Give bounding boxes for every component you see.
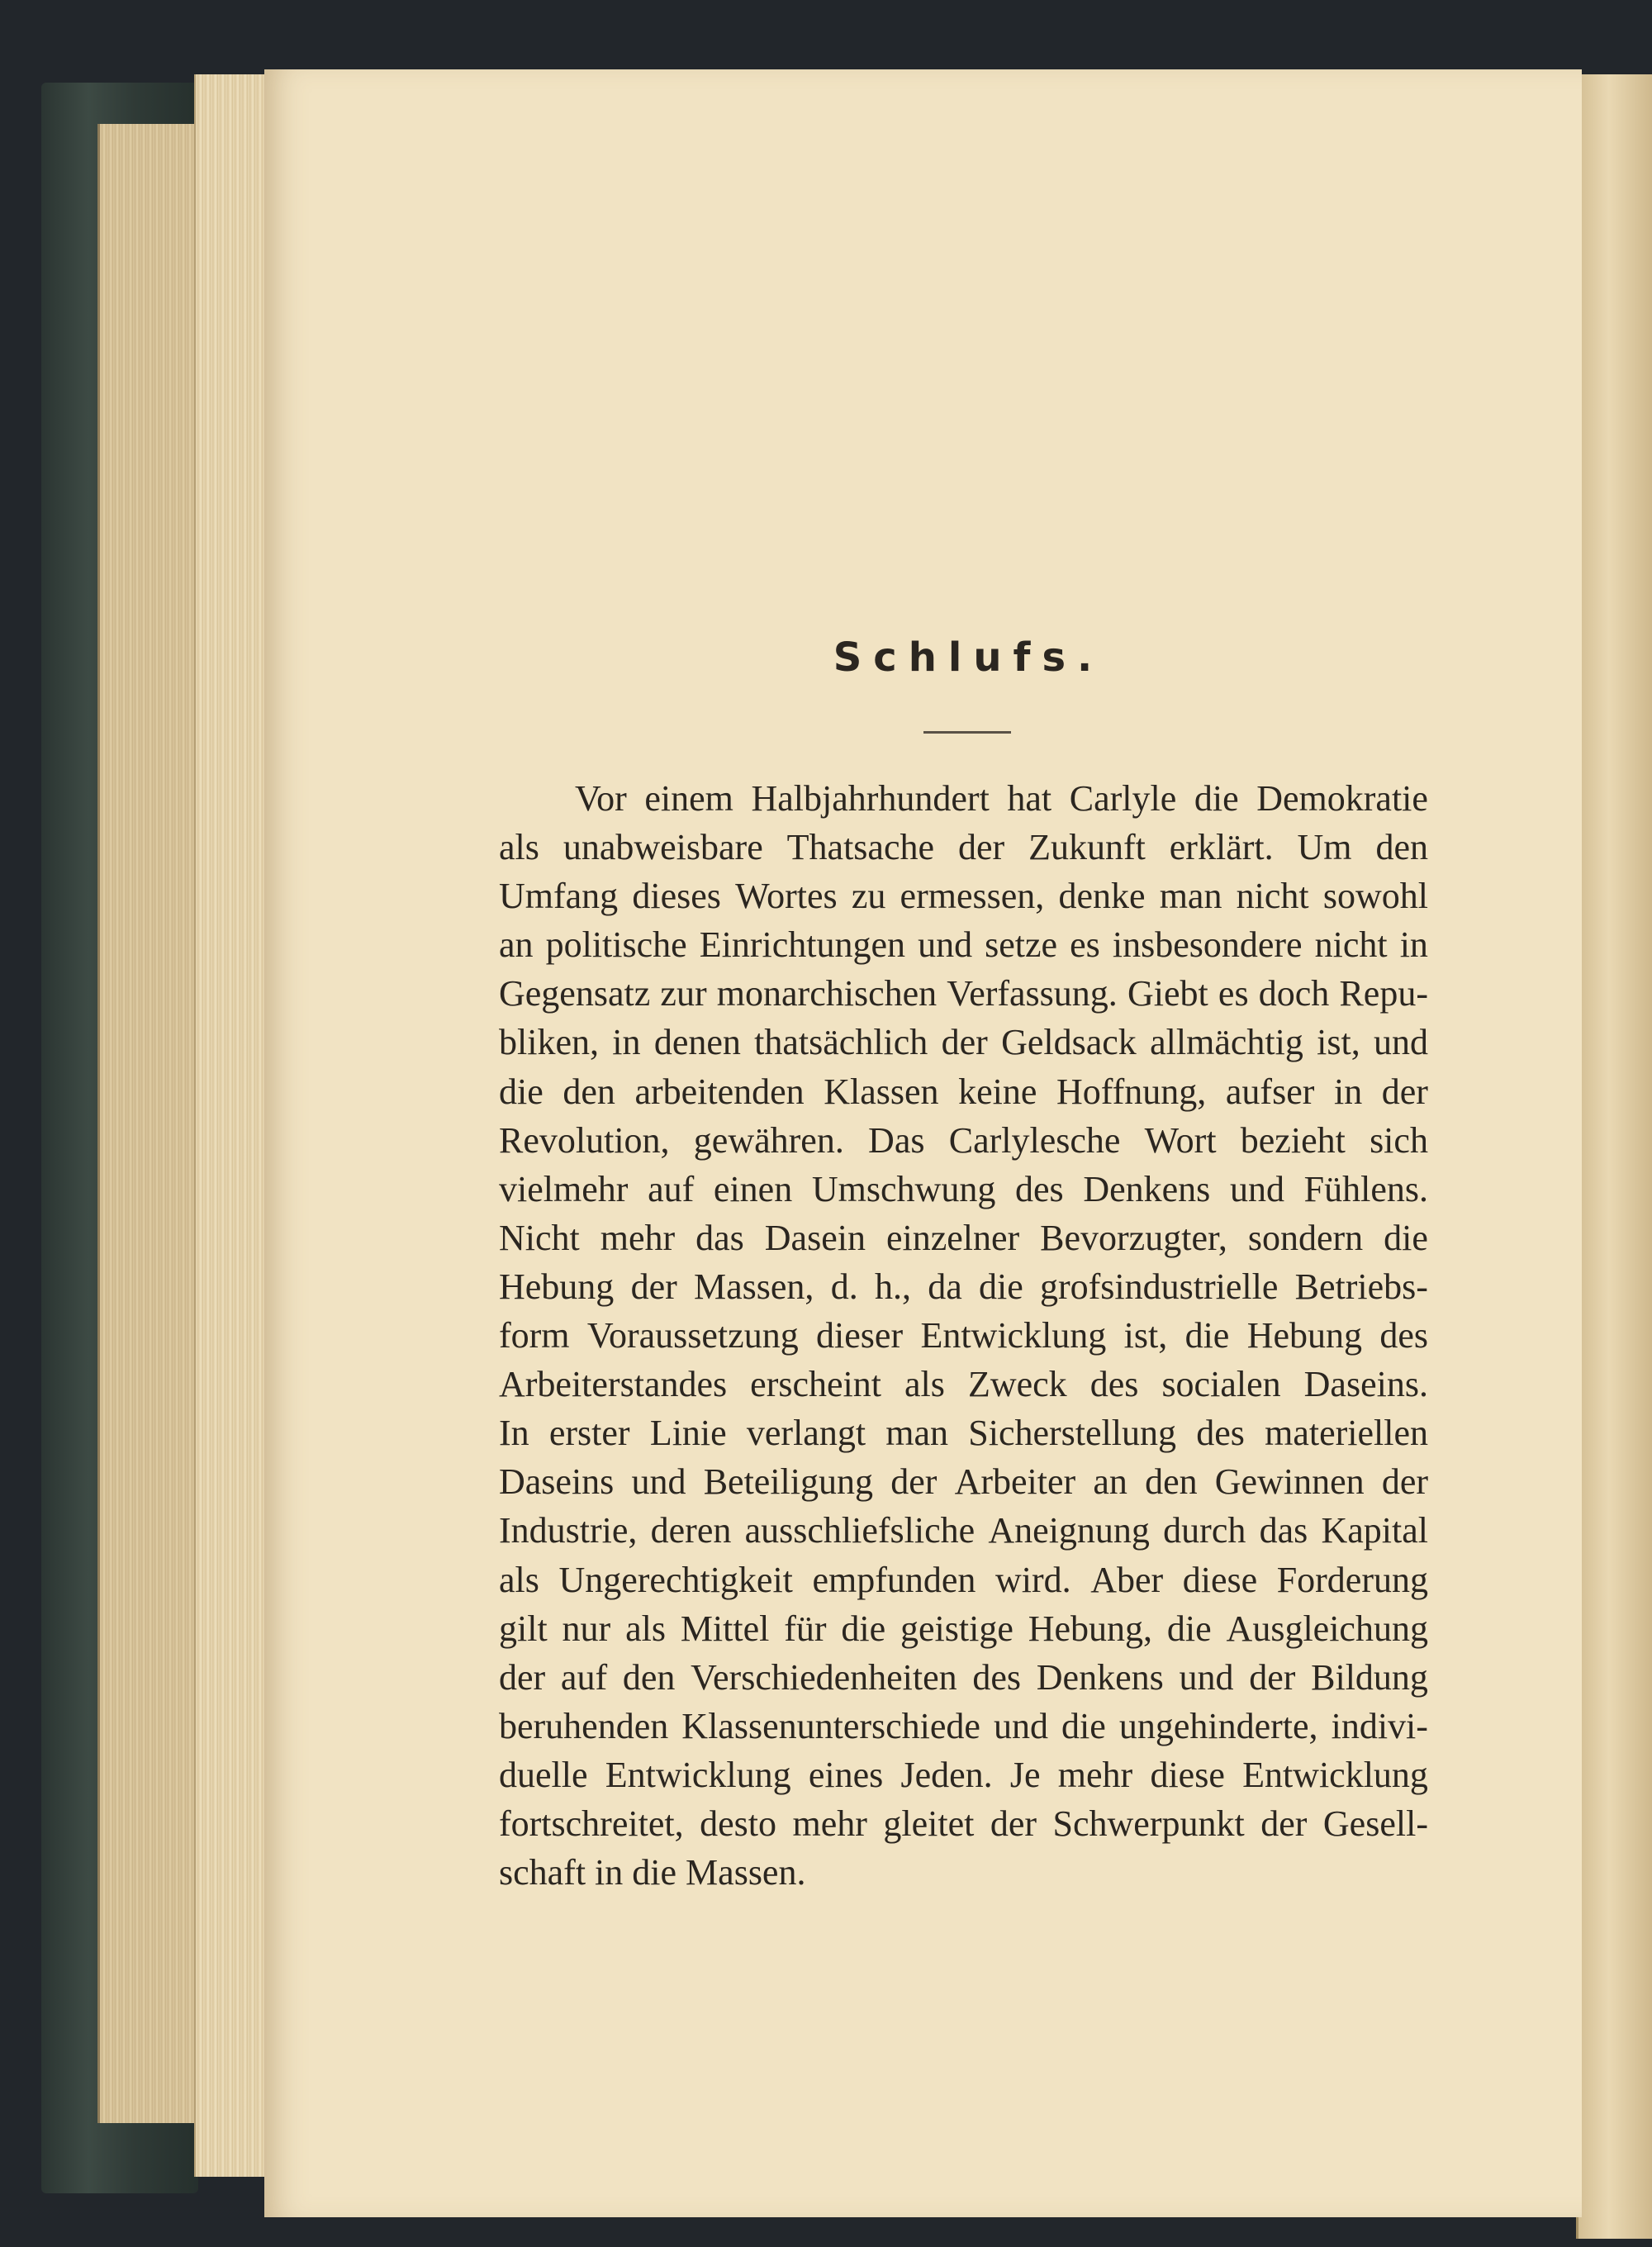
word: bezieht (1240, 1119, 1346, 1161)
word: beruhenden (499, 1705, 669, 1746)
word: und (918, 924, 973, 966)
word: einem (644, 778, 733, 819)
word: man (1159, 876, 1222, 917)
word: und (1179, 1656, 1234, 1698)
word: Schwerpunkt (1052, 1803, 1245, 1844)
word: ist, (1123, 1315, 1168, 1356)
word: Klassen (824, 1071, 939, 1112)
word: Klassenunterschiede (681, 1705, 980, 1746)
word: als (904, 1364, 945, 1405)
word: ungehinderte, (1118, 1705, 1318, 1746)
word: sich (1370, 1119, 1428, 1161)
word: dieses (632, 876, 721, 917)
word: Fühlens. (1303, 1168, 1428, 1209)
word: Carlylesche (948, 1119, 1121, 1161)
word: der (957, 827, 1005, 868)
word: auf (560, 1656, 608, 1698)
word: Je (1009, 1754, 1041, 1795)
word: Jeden. (900, 1754, 993, 1795)
word: Aber (1090, 1559, 1164, 1600)
word: die (1061, 1705, 1106, 1746)
chapter-heading: Schlufs. (833, 634, 1104, 681)
text-line: schaft in die Massen. (499, 1852, 806, 1893)
word: einen (713, 1168, 793, 1209)
word: und (1229, 1168, 1284, 1209)
word: sowohl (1322, 876, 1428, 917)
word: Arbeiterstandes (499, 1364, 728, 1405)
word: der (990, 1803, 1037, 1844)
word: setze (985, 924, 1058, 966)
word: mehr (1057, 1754, 1133, 1795)
word: des (1196, 1413, 1245, 1454)
word: Gesell- (1322, 1803, 1428, 1844)
word: Entwicklung (605, 1754, 791, 1795)
word: an (1093, 1461, 1127, 1503)
word: denen (653, 1022, 741, 1063)
word: materiellen (1265, 1413, 1428, 1454)
word: wird. (995, 1559, 1071, 1600)
word: Hebung (1246, 1315, 1362, 1356)
word: Sicherstellung (968, 1413, 1176, 1454)
page-edges-inner (194, 74, 270, 2177)
text-line (499, 1214, 1428, 1262)
word: d. (830, 1266, 858, 1307)
word: politische (545, 924, 687, 966)
word: der (941, 1022, 988, 1063)
word: in (612, 1022, 641, 1063)
word: der (1381, 1461, 1428, 1503)
word: und (631, 1461, 686, 1503)
text-line (499, 1457, 1428, 1506)
word: Gewinnen (1214, 1461, 1365, 1503)
word: diese (1182, 1559, 1258, 1600)
text-line (499, 1702, 1428, 1751)
word: nur (562, 1608, 611, 1649)
body-paragraph (499, 774, 1428, 1897)
word: den (622, 1656, 676, 1698)
word: Forderung (1276, 1559, 1428, 1600)
word: Dasein (764, 1217, 866, 1258)
word: mehr (600, 1217, 676, 1258)
text-line (499, 1018, 1428, 1066)
word: Aneignung (988, 1510, 1150, 1551)
word: der (890, 1461, 938, 1503)
word: es (1070, 924, 1100, 966)
word: des (1015, 1168, 1064, 1209)
word: thatsächlich (754, 1022, 928, 1063)
text-line (499, 774, 1428, 823)
word: In (499, 1413, 529, 1454)
word: Ausgleichung (1226, 1608, 1428, 1649)
word: die (1194, 778, 1239, 819)
word: verlangt (746, 1413, 866, 1454)
word: der (499, 1656, 546, 1698)
word: in (1333, 1071, 1363, 1112)
word: sondern (1247, 1217, 1364, 1258)
word: Linie (649, 1413, 727, 1454)
word: Wort (1144, 1119, 1217, 1161)
text-line (499, 1409, 1428, 1457)
text-line (499, 1067, 1428, 1116)
word: deren (650, 1510, 732, 1551)
word: Daseins (499, 1461, 615, 1503)
page-edges-right (1576, 74, 1652, 2239)
word: der (1249, 1656, 1296, 1698)
word: der (630, 1266, 677, 1307)
word: Denkens (1036, 1656, 1164, 1698)
word: geistige (900, 1608, 1014, 1649)
word: durch (1163, 1510, 1246, 1551)
text-line (499, 1262, 1428, 1311)
page-edges-left (97, 124, 199, 2123)
text-line (499, 1360, 1428, 1409)
word: es (1218, 973, 1249, 1014)
text-line (499, 920, 1428, 969)
word: Thatsache (786, 827, 935, 868)
word: der (1260, 1803, 1308, 1844)
word: Hoffnung, (1056, 1071, 1207, 1112)
word: erster (548, 1413, 630, 1454)
word: die (978, 1266, 1023, 1307)
word: monarchischen (716, 973, 938, 1014)
word: vielmehr (499, 1168, 629, 1209)
word: Bevorzugter, (1040, 1217, 1227, 1258)
word: den (563, 1071, 615, 1112)
word: socialen (1161, 1364, 1281, 1405)
word: ermessen, (900, 876, 1045, 917)
text-line (499, 969, 1428, 1018)
text-line (499, 1799, 1428, 1848)
word: Carlyle (1069, 778, 1177, 819)
word: Zukunft (1028, 827, 1146, 868)
word: zu (851, 876, 886, 917)
word: einzelner (885, 1217, 1020, 1258)
word: form (499, 1315, 570, 1356)
word: Nicht (499, 1217, 580, 1258)
word: aufser (1225, 1071, 1315, 1112)
text-line (499, 1604, 1428, 1653)
word: eines (808, 1754, 884, 1795)
word: hat (1007, 778, 1052, 819)
word: unabweisbare (563, 827, 763, 868)
word: den (1145, 1461, 1198, 1503)
word: Repu- (1339, 973, 1428, 1014)
word: das (695, 1217, 744, 1258)
word: die (1166, 1608, 1212, 1649)
word: das (1259, 1510, 1308, 1551)
word: Revolution, (499, 1119, 670, 1161)
word: den (1375, 827, 1428, 868)
word: Das (868, 1119, 925, 1161)
text-line (499, 1751, 1428, 1799)
word: dieser (816, 1315, 904, 1356)
heading-rule (923, 731, 1011, 734)
word: Mittel (680, 1608, 770, 1649)
word: und (994, 1705, 1048, 1746)
word: in (1399, 924, 1428, 966)
word: Beteiligung (703, 1461, 873, 1503)
word: die (841, 1608, 886, 1649)
word: Zweck (967, 1364, 1067, 1405)
word: Hebung, (1028, 1608, 1153, 1649)
word: Vor (575, 778, 627, 819)
word: Denkens (1083, 1168, 1211, 1209)
word: keine (958, 1071, 1037, 1112)
word: Massen, (694, 1266, 814, 1307)
word: grofsindustrielle (1039, 1266, 1279, 1307)
word: man (885, 1413, 949, 1454)
word: allmächtig (1150, 1022, 1303, 1063)
word: die (1184, 1315, 1230, 1356)
word: Umschwung (811, 1168, 996, 1209)
text-line (499, 1506, 1428, 1555)
word: Verschiedenheiten (691, 1656, 957, 1698)
word: Daseins. (1303, 1364, 1428, 1405)
word: als (625, 1608, 666, 1649)
word: empfunden (812, 1559, 976, 1600)
word: auf (648, 1168, 695, 1209)
word: diese (1150, 1754, 1225, 1795)
word: Industrie, (499, 1510, 638, 1551)
word: ist, (1317, 1022, 1360, 1063)
word: erklärt. (1169, 827, 1274, 868)
word: Arbeiter (954, 1461, 1076, 1503)
word: Kapital (1321, 1510, 1428, 1551)
text-line (499, 1653, 1428, 1702)
word: als (499, 1559, 539, 1600)
word: Demokratie (1256, 778, 1428, 819)
word: da (928, 1266, 962, 1307)
word: der (1381, 1071, 1428, 1112)
word: des (1089, 1364, 1139, 1405)
word: Halbjahrhundert (751, 778, 990, 819)
text-line (499, 1556, 1428, 1604)
word: bliken, (499, 1022, 599, 1063)
word: Wortes (735, 876, 838, 917)
word: nicht (1236, 876, 1309, 917)
word: fortschreitet, (499, 1803, 684, 1844)
word: Verfassung. (947, 973, 1118, 1014)
word: Geldsack (1001, 1022, 1137, 1063)
word: indivi- (1331, 1705, 1428, 1746)
text-line (499, 1165, 1428, 1214)
word: für (784, 1608, 827, 1649)
word: Hebung (499, 1266, 615, 1307)
word: Ungerechtigkeit (558, 1559, 793, 1600)
word: duelle (499, 1754, 588, 1795)
word: ausschliefsliche (744, 1510, 976, 1551)
word: Um (1297, 827, 1352, 868)
word: Umfang (499, 876, 619, 917)
word: als (499, 827, 539, 868)
word: gewähren. (693, 1119, 844, 1161)
word: Entwicklung (1242, 1754, 1428, 1795)
word: Betriebs- (1294, 1266, 1428, 1307)
word: erscheint (750, 1364, 881, 1405)
word: arbeitenden (634, 1071, 805, 1112)
word: Bildung (1311, 1656, 1428, 1698)
word: und (1374, 1022, 1428, 1063)
word: h., (874, 1266, 911, 1307)
word: denke (1058, 876, 1146, 917)
text-line (499, 1116, 1428, 1165)
text-line (499, 1311, 1428, 1360)
word: mehr (792, 1803, 867, 1844)
word: die (1384, 1217, 1428, 1258)
word: desto (700, 1803, 776, 1844)
word: gilt (499, 1608, 548, 1649)
word: Giebt (1127, 973, 1208, 1014)
word: Voraussetzung (586, 1315, 799, 1356)
word: Gegensatz (499, 973, 651, 1014)
word: gleitet (883, 1803, 975, 1844)
word: die (499, 1071, 544, 1112)
word: des (972, 1656, 1022, 1698)
word: insbesondere (1112, 924, 1303, 966)
word: an (499, 924, 534, 966)
word: des (1379, 1315, 1428, 1356)
text-line (499, 823, 1428, 872)
word: Einrichtungen (699, 924, 906, 966)
word: Entwicklung (920, 1315, 1107, 1356)
word: nicht (1314, 924, 1388, 966)
word: doch (1258, 973, 1330, 1014)
word: zur (660, 973, 707, 1014)
text-line (499, 872, 1428, 920)
